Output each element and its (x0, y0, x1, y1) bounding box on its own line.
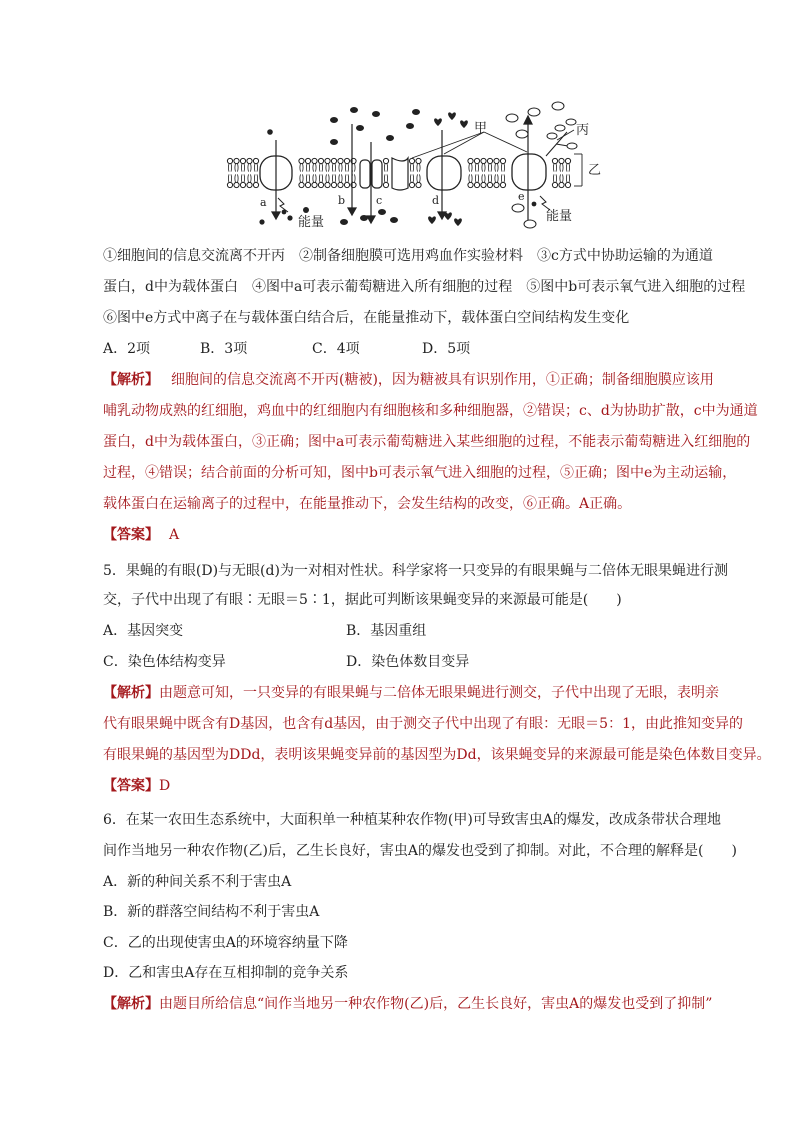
q5-option-d: D．染色体数目变异 (346, 654, 470, 670)
q6-option-d: D．乙和害虫A存在互相抑制的竞争关系 (103, 965, 349, 981)
q5-analysis-text-1: 由题意可知，一只变异的有眼果蝇与二倍体无眼果蝇进行测交，子代中出现了无眼，表明亲 (159, 685, 719, 701)
q5-analysis-line-1 (103, 683, 794, 703)
q4-analysis-line-2: 哺乳动物成熟的红细胞，鸡血中的红细胞内有细胞核和多种细胞器，②错误；c、d为协助扩散，c中为通道 (103, 403, 758, 419)
membrane-transport-figure (222, 100, 602, 235)
q5-stem-line-1: 5．果蝇的有眼(D)与无眼(d)为一对相对性状。科学家将一只变异的有眼果蝇与二倍体无眼果蝇进行测 (103, 563, 728, 579)
label-a: a (260, 196, 267, 209)
q4-statement-line-1: ①细胞间的信息交流离不开丙 ②制备细胞膜可选用鸡血作实验材料 ③c方式中协助运输的为通道 (103, 248, 713, 264)
q6-analysis-tag: 【解析】 (103, 996, 159, 1012)
q4-option-b: B．3项 (200, 341, 248, 357)
carrier-protein-d (427, 156, 461, 190)
label-b: b (338, 194, 346, 207)
q4-analysis-line-1 (103, 370, 794, 390)
q6-stem-line-2: 间作当地另一种农作物(乙)后，乙生长良好，害虫A的爆发也受到了抑制。对此，不合理的解释是( ) (103, 843, 737, 859)
q5-analysis-line-2: 代有眼果蝇中既含有D基因，也含有d基因，由于测交子代中出现了有眼：无眼＝5：1，由此推知变异的 (103, 716, 743, 732)
q5-option-a: A．基因突变 (103, 623, 184, 639)
q6-analysis-line-1 (103, 994, 794, 1014)
label-energy-right: 能量 (546, 209, 573, 224)
q4-answer-value: A (169, 527, 180, 543)
label-yi: 乙 (588, 163, 602, 178)
q4-analysis-line-4: 过程，④错误；结合前面的分析可知，图中b可表示氧气进入细胞的过程，⑤正确；图中e为主动运输， (103, 465, 737, 481)
q4-analysis-line-5: 载体蛋白在运输离子的过程中，在能量推动下，会发生结构的改变，⑥正确。A正确。 (103, 496, 632, 512)
q6-option-a: A．新的种间关系不利于害虫A (103, 874, 292, 890)
q5-option-c: C．染色体结构变异 (103, 654, 226, 670)
label-jia: 甲 (474, 121, 488, 136)
q5-answer-tag: 【答案】 (103, 778, 159, 794)
q4-option-d: D．5项 (422, 341, 471, 357)
q6-stem-line-1: 6．在某一农田生态系统中，大面积单一种植某种农作物(甲)可导致害虫A的爆发，改成条带状合理地 (103, 812, 721, 828)
carrier-protein-e (512, 154, 546, 190)
q5-answer-value: D (159, 778, 171, 794)
q4-statement-line-2: 蛋白，d中为载体蛋白 ④图中a可表示葡萄糖进入所有细胞的过程 ⑤图中b可表示氧气进入细胞的过程 (103, 279, 746, 295)
q4-statement-line-3: ⑥图中e方式中离子在与载体蛋白结合后，在能量推动下，载体蛋白空间结构发生变化 (103, 310, 630, 326)
q6-option-c: C．乙的出现使害虫A的环境容纳量下降 (103, 935, 348, 951)
carrier-protein-d-left (392, 158, 408, 190)
q4-answer-tag: 【答案】 (103, 527, 159, 543)
q4-option-c: C．4项 (312, 341, 360, 357)
q5-option-b: B．基因重组 (346, 623, 427, 639)
q5-analysis-line-3: 有眼果蝇的基因型为DDd，表明该果蝇变异前的基因型为Dd，该果蝇变异的来源最可能是染色体数目变异。 (103, 747, 771, 763)
label-d: d (432, 194, 440, 207)
label-bing: 丙 (576, 123, 590, 138)
q6-option-b: B．新的群落空间结构不利于害虫A (103, 904, 320, 920)
q4-answer (103, 525, 794, 545)
channel-protein-left (360, 160, 370, 188)
channel-protein-right (372, 160, 382, 188)
q5-analysis-tag: 【解析】 (103, 685, 159, 701)
q5-stem-line-2: 交，子代中出现了有眼∶无眼＝5∶1，据此可判断该果蝇变异的来源最可能是( ) (103, 592, 622, 608)
label-e: e (518, 190, 525, 203)
label-energy-left: 能量 (298, 215, 325, 230)
q5-answer (103, 776, 794, 796)
q4-analysis-tag: 【解析】 (103, 372, 159, 388)
q4-analysis-text-1: 细胞间的信息交流离不开丙(糖被)，因为糖被具有识别作用，①正确；制备细胞膜应该用 (171, 372, 714, 388)
q4-analysis-line-3: 蛋白，d中为载体蛋白，③正确；图中a可表示葡萄糖进入某些细胞的过程，不能表示葡萄糖进入红细胞的 (103, 434, 751, 450)
label-c: c (376, 194, 383, 207)
q4-option-a: A．2项 (103, 341, 151, 357)
q6-analysis-text-1: 由题目所给信息“间作当地另一种农作物(乙)后，乙生长良好，害虫A的爆发也受到了抑制” (159, 996, 713, 1012)
